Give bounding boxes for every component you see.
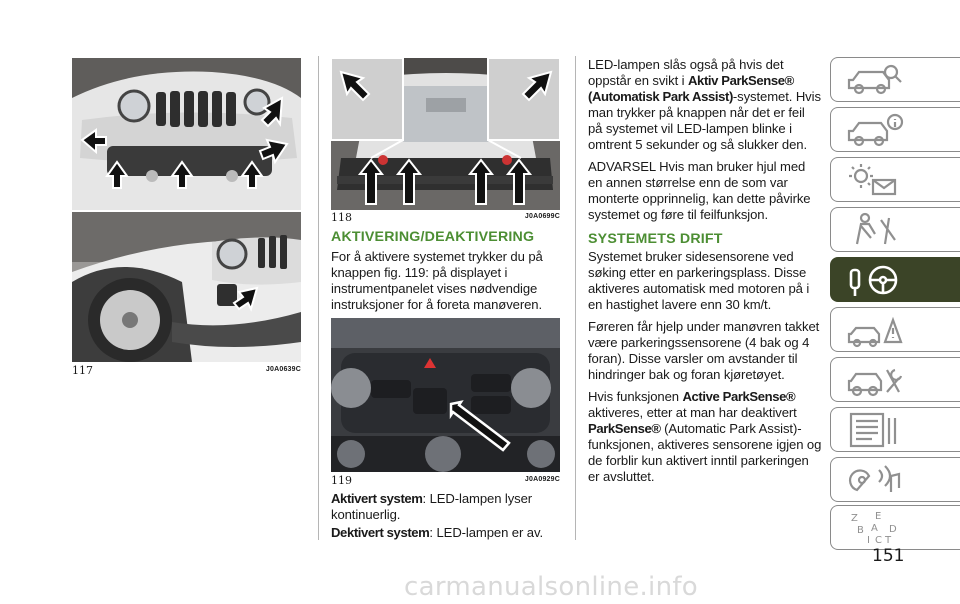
svg-text:A: A <box>871 523 878 534</box>
tab-roadside-emergency[interactable] <box>830 307 960 352</box>
figure-119-photo <box>331 318 560 472</box>
operation-paragraph-3: Hvis funksjonen Active ParkSense® aktiveres, etter at man har deaktivert ParkSense® (Automatic Park Assist)-funksjonen, aktiveres sensorene igjen og de forblir kun aktivert inntil parkeringen er avsluttet. <box>588 389 822 484</box>
warning-lights-icon <box>845 162 905 198</box>
figure-number: 117 <box>72 364 93 377</box>
figure-117-bottom-photo <box>72 212 301 362</box>
figure-119-caption <box>331 474 560 487</box>
page-number: 151 <box>872 546 905 566</box>
activation-paragraph: For å aktivere systemet trykker du på knappen fig. 119: på displayet i instrumentpanelet vises nødvendige instruksjoner for å foreta manøveren. <box>331 249 543 312</box>
index-icon <box>845 510 905 546</box>
tab-index[interactable] <box>830 505 960 550</box>
status-inactive: Dektivert system: LED-lampen er av. <box>331 525 543 540</box>
right-column-text <box>588 57 822 491</box>
middle-column-text-bottom <box>331 491 566 547</box>
tab-multimedia[interactable] <box>830 457 960 502</box>
specifications-icon <box>845 412 905 448</box>
figure-code: J0A0639C <box>265 366 301 373</box>
section-heading-activation: AKTIVERING/DEAKTIVERING <box>331 229 535 245</box>
operation-paragraph-2: Føreren får hjelp under manøvren takket være parkeringssensorene (4 bak og 4 foran). Disse varsler om avstander til hindringer bak og foran kjøretøyet. <box>588 319 820 382</box>
figure-number: 119 <box>331 474 352 487</box>
figure-code: J0A0699C <box>524 213 560 220</box>
svg-text:C: C <box>875 535 882 546</box>
tab-steering-key[interactable] <box>830 257 960 302</box>
svg-text:Z: Z <box>851 513 858 524</box>
column-divider-1 <box>318 56 319 540</box>
figure-118-photo <box>331 58 560 210</box>
car-service-icon <box>845 362 905 398</box>
seatbelt-airbag-icon <box>845 212 905 248</box>
tab-warning-lights[interactable] <box>830 157 960 202</box>
svg-text:I: I <box>867 535 870 546</box>
svg-text:T: T <box>885 535 892 546</box>
tab-car-search[interactable] <box>830 57 960 102</box>
figure-code: J0A0929C <box>524 476 560 483</box>
status-active: Aktivert system: LED-lampen lyser kontinuerlig. <box>331 491 533 522</box>
car-info-icon <box>845 112 905 148</box>
operation-paragraph-1: Systemet bruker sidesensorene ved søking etter en parkeringsplass. Disse aktiveres automatisk med motoren på i en hastighet lavere enn 30 km/t. <box>588 249 810 312</box>
steering-key-icon <box>845 262 905 298</box>
svg-text:D: D <box>889 524 897 535</box>
figure-118-caption <box>331 211 560 224</box>
svg-text:B: B <box>857 525 864 536</box>
middle-column-text-top <box>331 229 566 319</box>
watermark: carmanualsonline.info <box>404 572 699 602</box>
figure-117-caption <box>72 364 301 377</box>
figure-117-top-photo <box>72 58 301 210</box>
column-divider-2 <box>575 56 576 540</box>
section-heading-operation: SYSTEMETS DRIFT <box>588 231 723 247</box>
car-search-icon <box>845 62 905 98</box>
tab-specifications[interactable] <box>830 407 960 452</box>
svg-text:E: E <box>875 511 882 522</box>
tab-car-info[interactable] <box>830 107 960 152</box>
figure-number: 118 <box>331 211 352 224</box>
warning-paragraph: ADVARSEL Hvis man bruker hjul med en annen størrelse enn de som var monterte opprinnelig, kan dette påvirke systemet og føre til feilfunksjon. <box>588 159 811 222</box>
led-fault-paragraph: LED-lampen slås også på hvis det oppstår en svikt i Aktiv ParkSense® (Automatisk Park Assist)-systemet. Hvis man trykker på knappen når det er feil på systemet vil LED-lampen blinke i omtrent 5 sekunder og så slukker den. <box>588 57 821 152</box>
multimedia-icon <box>845 462 905 498</box>
tab-seatbelt-airbag[interactable] <box>830 207 960 252</box>
tab-car-service[interactable] <box>830 357 960 402</box>
roadside-emergency-icon <box>845 312 905 348</box>
